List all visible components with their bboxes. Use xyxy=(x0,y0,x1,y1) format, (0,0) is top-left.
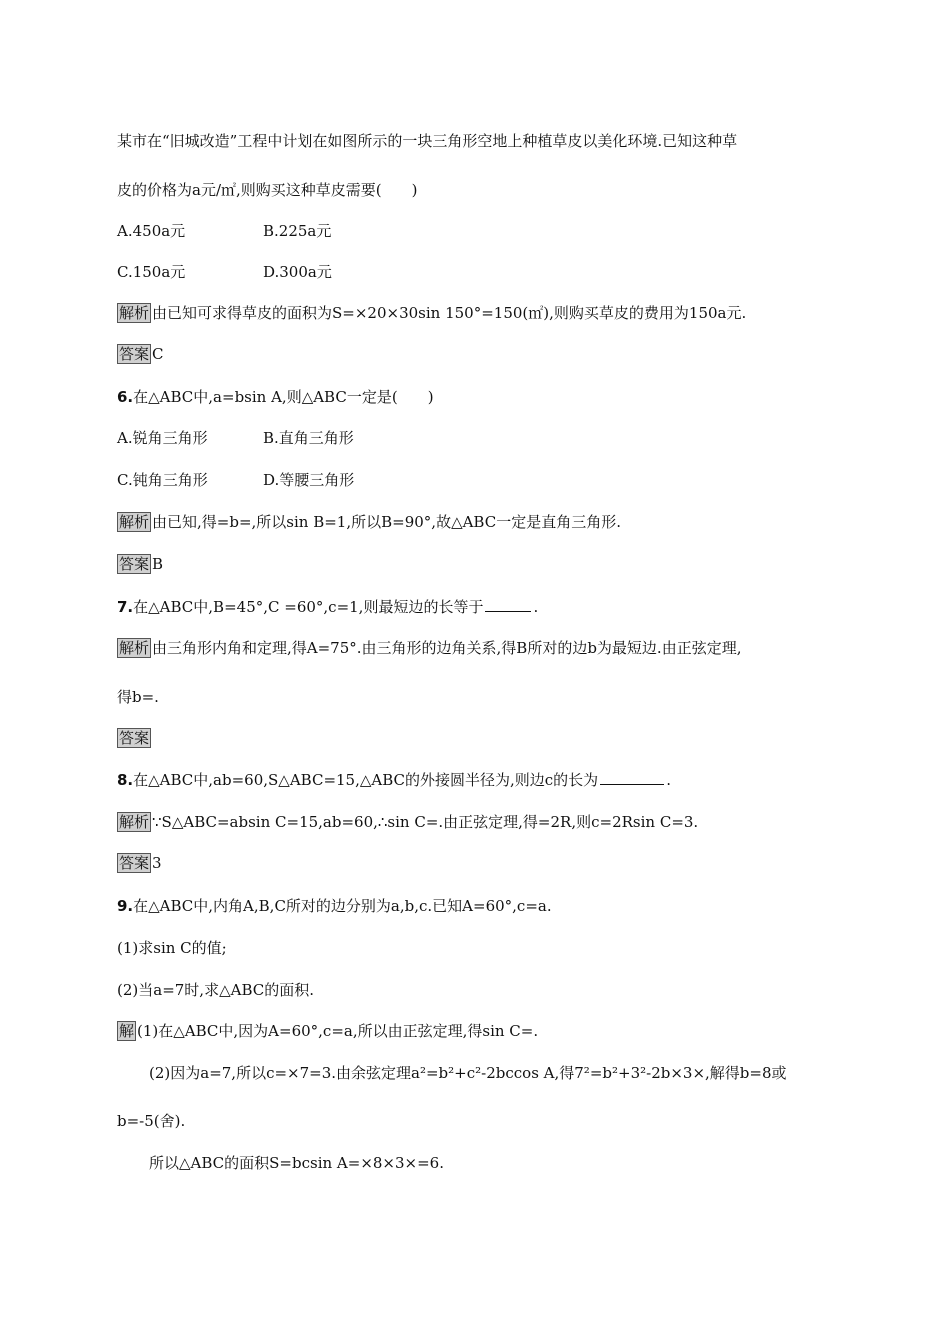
q6-number: 6. xyxy=(117,388,134,406)
q6-analysis xyxy=(117,511,621,533)
q6-option-a: A.锐角三角形 xyxy=(117,429,208,447)
answer-blank xyxy=(600,770,664,785)
q8-number: 8. xyxy=(117,771,134,789)
q7-stem-text: 在△ABC中,B=45°,C =60°,c=1,则最短边的长等于 xyxy=(133,598,484,616)
q9-number: 9. xyxy=(117,897,134,915)
q9-part2: (2)当a=7时,求△ABC的面积. xyxy=(117,981,314,999)
q6-option-c: C.钝角三角形 xyxy=(117,471,208,489)
q9-part1: (1)求sin C的值; xyxy=(117,939,227,957)
q7-stem-end: . xyxy=(533,598,539,616)
answer-tag: 答案 xyxy=(119,854,150,872)
q7-answer xyxy=(117,727,152,749)
q8-answer-text: 3 xyxy=(152,854,162,872)
q6-answer xyxy=(117,553,163,575)
q5-option-b: B.225a元 xyxy=(263,222,332,240)
q5-option-a: A.450a元 xyxy=(117,222,186,240)
q6-option-d: D.等腰三角形 xyxy=(263,471,355,489)
answer-tag: 答案 xyxy=(119,729,150,747)
q5-stem-line2: 皮的价格为a元/㎡,则购买这种草皮需要( ) xyxy=(117,181,418,199)
q6-option-b: B.直角三角形 xyxy=(263,429,354,447)
analysis-tag: 解析 xyxy=(119,513,150,531)
q8-answer xyxy=(117,852,162,874)
q8-stem-text: 在△ABC中,ab=60,S△ABC=15,△ABC的外接圆半径为,则边c的长为 xyxy=(133,771,599,789)
q5-analysis xyxy=(117,302,746,324)
q7-number: 7. xyxy=(117,598,134,616)
q9-solution-2-line1: (2)因为a=7,所以c=×7=3.由余弦定理a²=b²+c²-2bccos A,得7²=b²+3²-2b×3×,解得b=8或 xyxy=(149,1064,787,1082)
solution-tag: 解 xyxy=(119,1022,135,1040)
q5-stem-line1: 某市在“旧城改造”工程中计划在如图所示的一块三角形空地上种植草皮以美化环境.已知这种草 xyxy=(117,132,738,150)
q6-answer-text: B xyxy=(152,555,164,573)
analysis-tag: 解析 xyxy=(119,639,150,657)
q7-analysis-line1 xyxy=(117,637,741,659)
q6-analysis-text: 由已知,得=b=,所以sin B=1,所以B=90°,故△ABC一定是直角三角形. xyxy=(152,513,621,531)
q8-analysis xyxy=(117,811,698,833)
q5-option-d: D.300a元 xyxy=(263,263,332,281)
q9-solution-1 xyxy=(117,1020,538,1042)
answer-tag: 答案 xyxy=(119,345,150,363)
q5-analysis-text: 由已知可求得草皮的面积为S=×20×30sin 150°=150(㎡),则购买草皮的费用为150a元. xyxy=(152,304,747,322)
q6-stem xyxy=(117,386,434,408)
q8-analysis-text: ∵S△ABC=absin C=15,ab=60,∴sin C=.由正弦定理,得=2R,则c=2Rsin C=3. xyxy=(152,813,699,831)
q8-stem-end: . xyxy=(666,771,671,789)
q7-stem xyxy=(117,596,538,618)
q7-analysis-line2: 得b=. xyxy=(117,688,159,706)
q5-option-c: C.150a元 xyxy=(117,263,186,281)
q9-solution-2-line2: b=-5(舍). xyxy=(117,1112,186,1130)
q7-analysis-text: 由三角形内角和定理,得A=75°.由三角形的边角关系,得B所对的边b为最短边.由正弦定理, xyxy=(152,639,742,657)
q8-stem xyxy=(117,769,671,791)
answer-tag: 答案 xyxy=(119,555,150,573)
analysis-tag: 解析 xyxy=(119,813,150,831)
q9-sol1-text: (1)在△ABC中,因为A=60°,c=a,所以由正弦定理,得sin C=. xyxy=(137,1022,539,1040)
q5-answer-text: C xyxy=(152,345,164,363)
q6-stem-text: 在△ABC中,a=bsin A,则△ABC一定是( ) xyxy=(133,388,434,406)
q9-stem xyxy=(117,895,552,917)
q9-solution-3: 所以△ABC的面积S=bcsin A=×8×3×=6. xyxy=(149,1154,444,1172)
analysis-tag: 解析 xyxy=(119,304,150,322)
answer-blank xyxy=(485,597,531,612)
q9-stem-text: 在△ABC中,内角A,B,C所对的边分别为a,b,c.已知A=60°,c=a. xyxy=(133,897,552,915)
q5-answer xyxy=(117,343,164,365)
